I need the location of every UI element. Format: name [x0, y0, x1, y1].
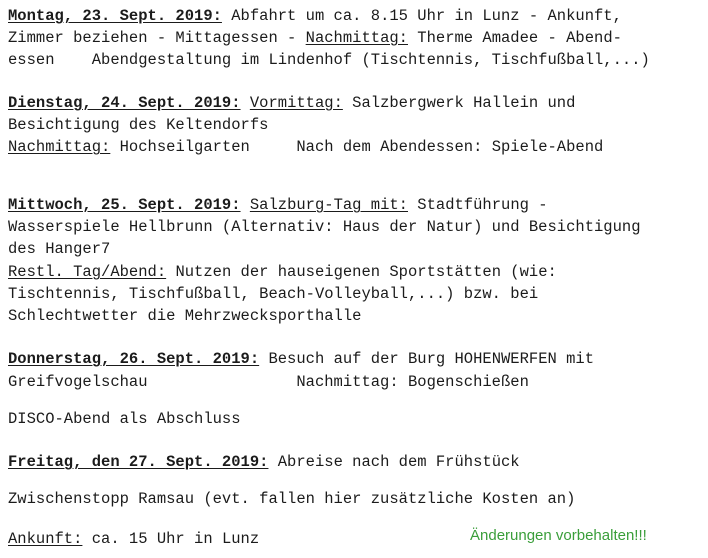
monday-line-1 — [8, 6, 622, 26]
wednesday-text-4: Nutzen der hauseigenen Sportstätten (wie: — [166, 263, 557, 281]
tuesday-line-2: Besichtigung des Keltendorfs — [8, 116, 269, 134]
wednesday-line-4 — [8, 262, 557, 282]
wednesday-line-3: des Hanger7 — [8, 240, 111, 258]
thursday-line-1 — [8, 349, 594, 369]
tuesday-afternoon-label: Nachmittag: — [8, 138, 111, 156]
wednesday-line-2: Wasserspiele Hellbrunn (Alternativ: Haus der Natur) und Besichtigung — [8, 218, 641, 236]
wednesday-line-6: Schlechtwetter die Mehrzwecksporthalle — [8, 307, 362, 325]
wednesday-day-label: Salzburg-Tag mit: — [249, 196, 408, 214]
thursday-text-1: Besuch auf der Burg HOHENWERFEN mit — [259, 350, 595, 368]
tuesday-line-1 — [8, 93, 575, 113]
friday-text-1: Abreise nach dem Frühstück — [268, 453, 520, 471]
arrival-text: ca. 15 Uhr in Lunz — [82, 530, 260, 548]
wednesday-text-1: Stadtführung - — [408, 196, 548, 214]
wednesday-line-1 — [8, 195, 548, 215]
wednesday-rest-label: Restl. Tag/Abend: — [8, 263, 167, 281]
tuesday-date-heading: Dienstag, 24. Sept. 2019: — [8, 94, 241, 112]
tuesday-text-1: Salzbergwerk Hallein und — [342, 94, 576, 112]
thursday-line-2: Greifvogelschau Nachmittag: Bogenschießen — [8, 373, 529, 391]
monday-line-2 — [8, 28, 622, 48]
monday-text-2b: Therme Amadee - Abend- — [407, 29, 622, 47]
monday-line-3: essen Abendgestaltung im Lindenhof (Tischtennis, Tischfußball,...) — [8, 51, 650, 69]
wednesday-line-5: Tischtennis, Tischfußball, Beach-Volleyball,...) bzw. bei — [8, 285, 539, 303]
friday-line-2: Zwischenstopp Ramsau (evt. fallen hier zusätzliche Kosten an) — [8, 490, 576, 508]
wednesday-date-heading: Mittwoch, 25. Sept. 2019: — [8, 196, 241, 214]
thursday-line-3: DISCO-Abend als Abschluss — [8, 410, 241, 428]
monday-text-2a: Zimmer beziehen - Mittagessen - — [8, 29, 306, 47]
friday-date-heading: Freitag, den 27. Sept. 2019: — [8, 453, 269, 471]
monday-afternoon-label: Nachmittag: — [305, 29, 408, 47]
thursday-date-heading: Donnerstag, 26. Sept. 2019: — [8, 350, 260, 368]
arrival-line — [8, 529, 259, 549]
monday-text-1: Abfahrt um ca. 8.15 Uhr in Lunz - Ankunft, — [221, 7, 622, 25]
monday-date-heading: Montag, 23. Sept. 2019: — [8, 7, 222, 25]
friday-line-1 — [8, 452, 520, 472]
tuesday-morning-label: Vormittag: — [249, 94, 343, 112]
changes-reserved-note: Änderungen vorbehalten!!! — [470, 527, 647, 544]
tuesday-text-3: Hochseilgarten Nach dem Abendessen: Spiele-Abend — [110, 138, 604, 156]
arrival-label: Ankunft: — [8, 530, 83, 548]
tuesday-line-3 — [8, 137, 603, 157]
